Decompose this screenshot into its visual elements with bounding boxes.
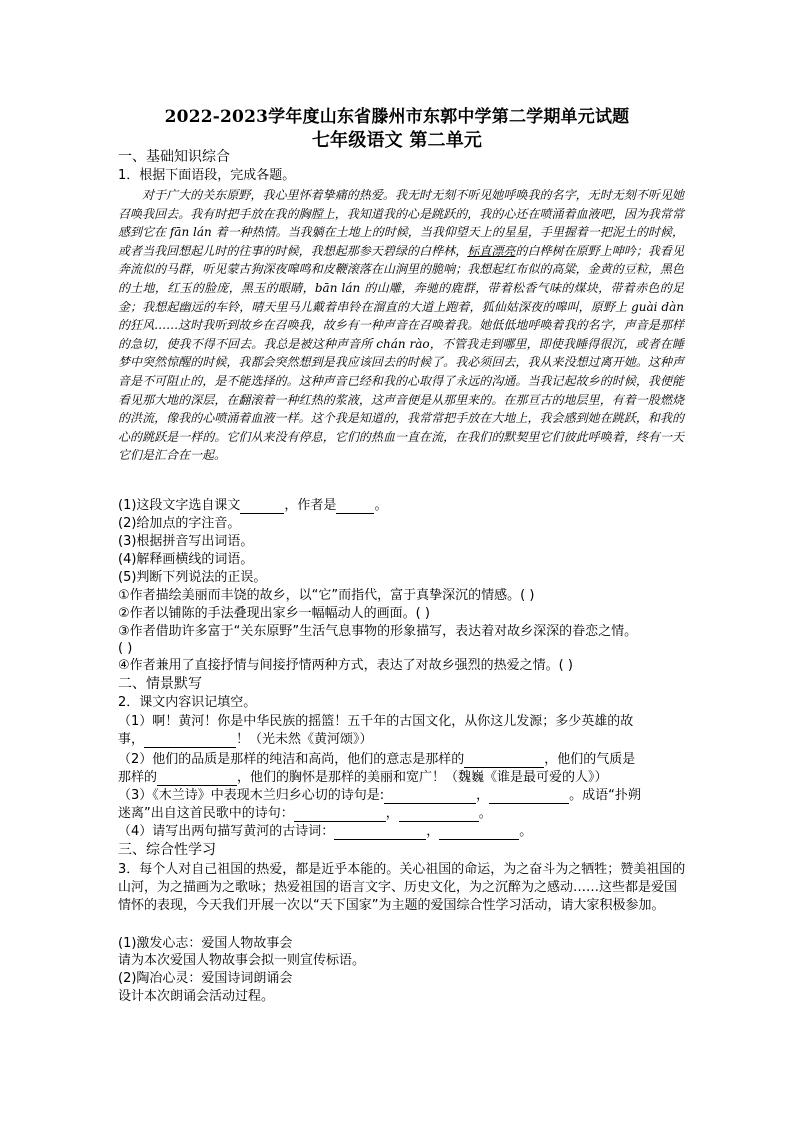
fill-text: （4）请写出两句描写黄河的古诗词： <box>118 824 335 839</box>
fill-text: 那样的 <box>118 770 158 785</box>
section-heading-recitation: 二、情景默写 <box>118 676 202 692</box>
fill-text: ， <box>426 824 440 839</box>
answer-blank[interactable] <box>157 772 237 786</box>
judgement-3: ③作者借助许多富于“关东原野”生活气息事物的形象描写，表达着对故乡深深的眷恋之情。 <box>118 624 638 639</box>
judgement-1: ①作者描绘美丽而丰饶的故乡，以“它”而指代，富于真挚深沉的情感。( ) <box>118 588 535 603</box>
fill-text: ！（光未然《黄河颂》） <box>236 732 373 747</box>
fill-text: （2）他们的品质是那样的纯洁和高尚，他们的意志是那样的 <box>118 752 465 767</box>
fill-item-2 <box>118 751 635 768</box>
passage-text: 的白桦树在原野上呻吟；我看见奔流似的马群，听见蒙古狗深夜嗥鸣和皮鞭滚落在山涧里的脆响；我想起红布似的高粱，金黄的豆粒，黑色的土地，红玉的脸庞，黑玉的眼睛，bān lán 的山雕，奔驰的鹿群，带着松香气味的煤块，带着赤色的足金；我想起幽远的车铃，晴天里马儿戴着串铃在溜直的大道上跑着，狐仙姑深夜的嗥叫，原野上 guài dàn 的狂风……这时我听到故乡在召唤我，故乡有一种声音在召唤着我。她低低地呼唤着我的名字，声音是那样的急切，使我不得不回去。我总是被这种声音所 chán rào，不管我走到哪里，即使我睡得很沉，或者在睡梦中突然惊醒的时候，我都会突然想到是我应该回去的时候了。我必须回去，我从来没想过离开她。这种声音是不可阻止的，是不能选择的。这种声音已经和我的心取得了永远的沟通。当我记起故乡的时候，我便能看见那大地的深层，在翻滚着一种红热的浆液，这声音便是从那里来的。在那亘古的地层里，有着一股燃烧的洪流，像我的心喷涌着血液一样。这个我是知道的，我常常把手放在大地上，我会感到她在跳跃，和我的心的跳跃是一样的。它们从来没有停息，它们的热血一直在流，在我们的默契里它们彼此呼唤着，终有一天它们是汇合在一起。 <box>118 243 684 463</box>
fill-text: ，他们的气质是 <box>544 752 636 767</box>
fill-item-1: （1）啊！黄河！你是中华民族的摇篮！五千年的古国文化，从你这儿发源；多少英雄的故 <box>118 714 634 729</box>
answer-blank[interactable] <box>439 826 519 840</box>
activity-2-title: (2)陶冶心灵：爱国诗词朗诵会 <box>118 971 293 986</box>
exam-subtitle: 七年级语文 第二单元 <box>311 130 483 151</box>
answer-blank[interactable] <box>334 826 426 840</box>
judgement-3-bracket: ( ) <box>118 641 133 656</box>
fill-text: 。 <box>519 824 533 839</box>
sub-question-text: ，作者是 <box>284 498 337 513</box>
sub-question-4: (4)解释画横线的词语。 <box>118 552 254 567</box>
activity-2-task: 设计本次朗诵会活动过程。 <box>118 989 275 1004</box>
fill-text: ， <box>385 806 399 821</box>
sub-question-5: (5)判断下列说法的正误。 <box>118 570 267 585</box>
reading-passage <box>118 186 684 465</box>
exam-title: 2022-2023学年度山东省滕州市东郭中学第二学期单元试题 <box>164 107 630 127</box>
answer-blank[interactable] <box>489 790 569 804</box>
answer-blank[interactable] <box>294 808 386 822</box>
answer-blank[interactable] <box>399 808 479 822</box>
judgement-2: ②作者以铺陈的手法叠现出家乡一幅幅动人的画面。( ) <box>118 606 430 621</box>
section-heading-basic: 一、基础知识综合 <box>118 149 230 165</box>
fill-text: ， <box>476 788 490 803</box>
fill-text: 迷离”出自这首民歌中的诗句： <box>118 806 294 821</box>
fill-text: （3）《木兰诗》中表现木兰归乡心切的诗句是: <box>118 788 385 803</box>
fill-item-1-cont <box>118 731 373 748</box>
sub-question-3: (3)根据拼音写出词语。 <box>118 534 254 549</box>
fill-item-4 <box>118 823 532 840</box>
fill-text: ，他们的胸怀是那样的美丽和宽广！（魏巍《谁是最可爱的人》） <box>237 770 608 785</box>
sub-question-text: 。 <box>374 498 388 513</box>
section-heading-comprehensive: 三、综合性学习 <box>118 842 216 858</box>
passage-text: 对于广大的关东原野，我心里怀着挚痛的热爱。我无时无刻不听见她呼唤我的名字，无时无刻不听见她召唤我回去。我有时把手放在我的胸膛上，我知道我的心是跳跃的，我的心还在喷涌着血液吧，因为我常常感到它在 fān lán 着一种热情。当我躺在土地上的时候，当我仰望天上的星星，手里握着一把泥土的时候，或者当我回想起儿时的往事的时候，我想起那参天碧绿的白桦林， <box>118 188 684 258</box>
answer-blank[interactable] <box>144 734 236 748</box>
fill-item-2-cont <box>118 769 608 786</box>
answer-blank[interactable] <box>384 790 476 804</box>
question-2-stem: 2．课文内容识记填空。 <box>118 695 257 710</box>
underlined-phrase: 标直漂亮 <box>467 243 516 258</box>
activity-1-title: (1)激发心志：爱国人物故事会 <box>118 936 293 951</box>
question-1-stem: 1．根据下面语段，完成各题。 <box>118 168 296 183</box>
sub-question-text: (1)这段文字选自课文 <box>118 498 241 513</box>
fill-text: 事， <box>118 732 145 747</box>
fill-item-3-cont <box>118 805 492 822</box>
answer-blank[interactable] <box>464 754 544 768</box>
activity-1-task: 请为本次爱国人物故事会拟一则宣传标语。 <box>118 953 366 968</box>
sub-question-2: (2)给加点的字注音。 <box>118 516 241 531</box>
sub-question-1 <box>118 497 387 514</box>
judgement-4: ④作者兼用了直接抒情与间接抒情两种方式，表达了对故乡强烈的热爱之情。( ) <box>118 658 573 673</box>
answer-blank[interactable] <box>240 500 284 514</box>
answer-blank[interactable] <box>336 500 374 514</box>
fill-text: 。成语“扑朔 <box>569 788 641 803</box>
question-3-text: 3．每个人对自己祖国的热爱，都是近乎本能的。关心祖国的命运，为之奋斗为之牺牲；赞美祖国的山河，为之描画为之歌咏；热爱祖国的语言文字、历史文化，为之沉醉为之感动……这些都是爱国情怀的表现，今天我们开展一次以“天下国家”为主题的爱国综合性学习活动，请大家积极参加。 <box>118 862 686 913</box>
fill-item-3 <box>118 787 641 804</box>
fill-text: 。 <box>478 806 492 821</box>
